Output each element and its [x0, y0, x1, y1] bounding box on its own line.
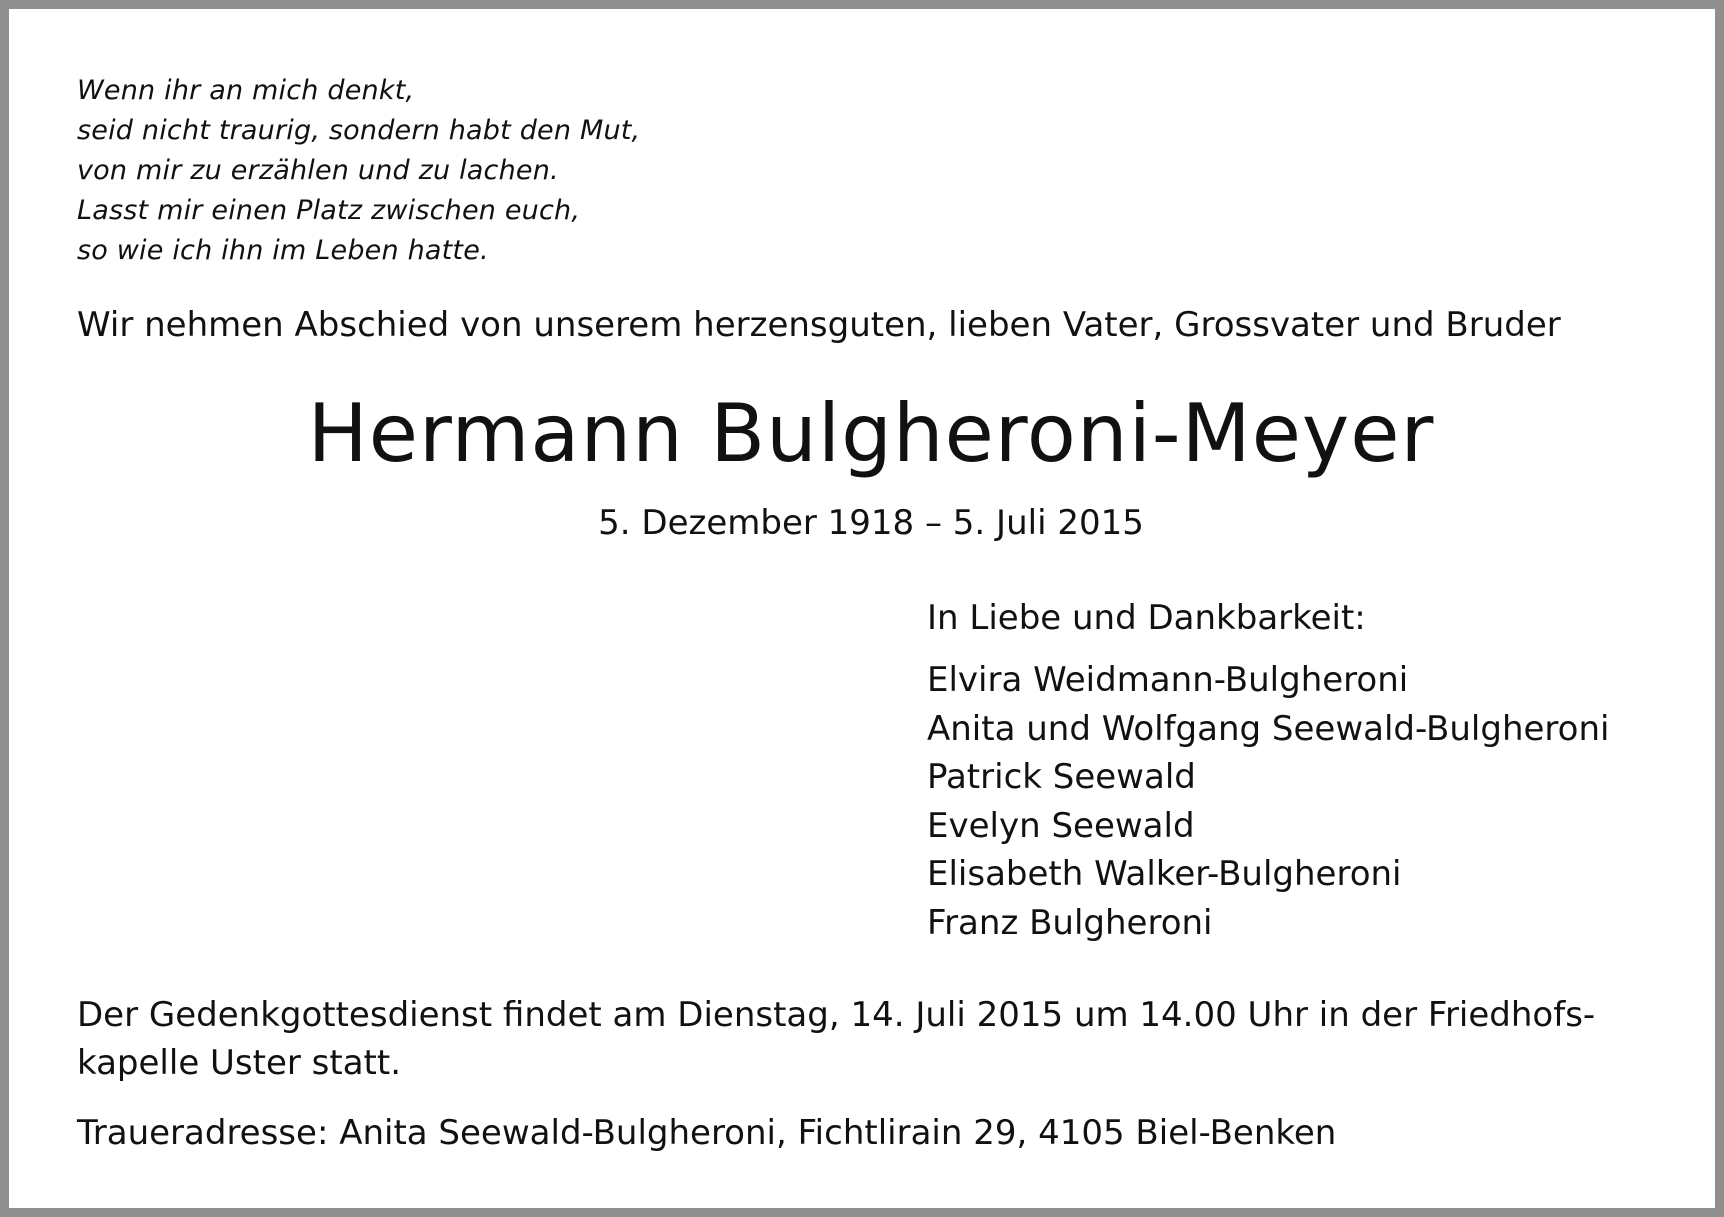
- memorial-service-info: [77, 991, 1677, 1087]
- service-line: Der Gedenkgottesdienst findet am Dienstag, 14. Juli 2015 um 14.00 Uhr in der Friedhofs-: [77, 995, 1596, 1035]
- poem: [77, 71, 877, 271]
- mourner-name: Elvira Weidmann-Bulgheroni: [927, 660, 1409, 700]
- mourners-list: [927, 594, 1707, 947]
- mourner-name: Franz Bulgheroni: [927, 902, 1213, 943]
- poem-line: von mir zu erzählen und zu lachen.: [77, 155, 559, 186]
- mourning-address: Traueradresse: Anita Seewald-Bulgheroni, Fichtlirain 29, 4105 Biel-Benken: [77, 1113, 1337, 1153]
- mourner-name: Anita und Wolfgang Seewald-Bulgheroni: [927, 708, 1610, 749]
- poem-line: Wenn ihr an mich denkt,: [77, 75, 415, 106]
- poem-line: so wie ich ihn im Leben hatte.: [77, 235, 489, 266]
- poem-line: Lasst mir einen Platz zwischen euch,: [77, 195, 581, 226]
- mourner-name: Elisabeth Walker-Bulgheroni: [927, 854, 1402, 894]
- life-dates: 5. Dezember 1918 – 5. Juli 2015: [598, 503, 1144, 543]
- deceased-name: Hermann Bulgheroni-Meyer: [307, 387, 1435, 480]
- farewell-intro: Wir nehmen Abschied von unserem herzensguten, lieben Vater, Grossvater und Bruder: [77, 305, 1561, 345]
- mourners-heading: In Liebe und Dankbarkeit:: [927, 598, 1366, 638]
- service-line: kapelle Uster statt.: [77, 1043, 402, 1083]
- mourner-name: Patrick Seewald: [927, 757, 1196, 797]
- poem-line: seid nicht traurig, sondern habt den Mut,: [77, 115, 641, 146]
- mourner-name: Evelyn Seewald: [927, 805, 1195, 846]
